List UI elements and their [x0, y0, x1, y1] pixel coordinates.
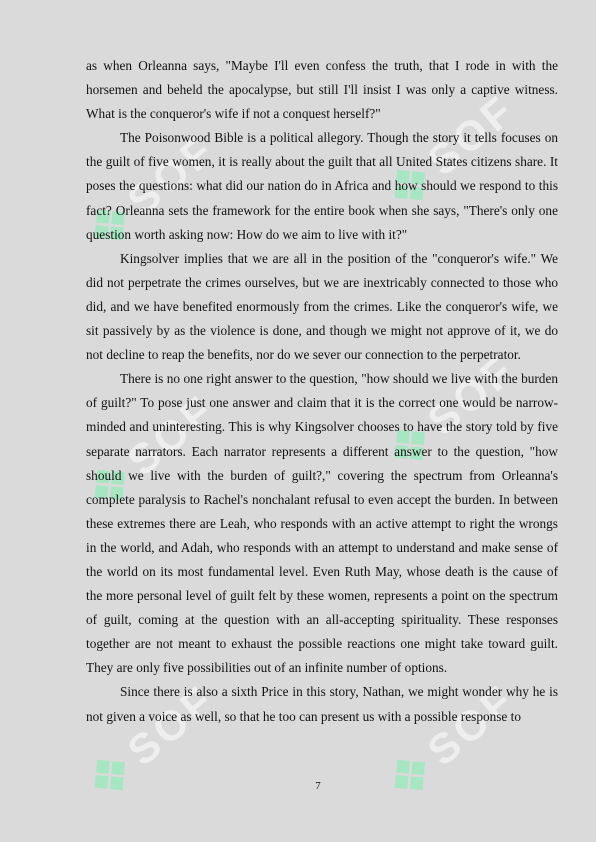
- watermark-text: SOF: [118, 384, 224, 485]
- body-text: [86, 54, 558, 729]
- watermark-icon: ❖: [373, 407, 449, 485]
- paragraph: The Poisonwood Bible is a political allegory. Though the story it tells focuses on the guilt of five women, it is really about the guilt that all United States citizens share. It poses the questions: what did our nation do in Africa and how should we respond to this fact? Orleanna sets the framework for the entire book when she says, "There's only one question worth asking now: How do we aim to live with it?": [86, 130, 558, 242]
- paragraph: Kingsolver implies that we are all in the position of the "conqueror's wife." We did not perpetrate the crimes ourselves, but we are inextricably connected to those who did, and we have benefited enormously from the crimes. Like the conqueror's wife, we sit passively by as the violence is done, and though we might not approve of it, we do not decline to reap the benefits, nor do we sever our connection to the perpetrator.: [86, 250, 558, 363]
- watermark-text: SOF: [418, 344, 524, 445]
- watermark-icon: ❖: [73, 737, 149, 815]
- watermark-text: SOF: [118, 124, 224, 225]
- paragraph: as when Orleanna says, "Maybe I'll even confess the truth, that I rode in with the horsemen and beheld the apocalypse, but still I'll insist I was only a captive witness. What is the conqueror's wife if not a conquest herself?": [86, 58, 558, 122]
- watermark-icon: ❖: [73, 187, 149, 265]
- paragraph: Since there is also a sixth Price in this story, Nathan, we might wonder why he is not given a voice as well, so that he too can present us with a possible response to: [86, 684, 558, 724]
- watermark-icon: ❖: [73, 447, 149, 525]
- watermark-icon: ❖: [373, 737, 449, 815]
- watermark-text: SOF: [418, 84, 524, 185]
- watermark-text: SOF: [118, 674, 224, 775]
- paragraph: There is no one right answer to the question, "how should we live with the burden of guilt?" To pose just one answer and claim that it is the correct one would be narrow-minded and uninteresting. This is why Kingsolver chooses to have the story told by five separate narrators. Each narrator represents a different answer to the question, "how should we live with the burden of guilt?," covering the spectrum from Orleanna's complete paralysis to Rachel's nonchalant refusal to even accept the burden. In between these extremes there are Leah, who responds with an active attempt to right the wrongs in the world, and Adah, who responds with an attempt to understand and make sense of the world on its most fundamental level. Even Ruth May, whose death is the cause of the more personal level of guilt felt by these women, represents a point on the spectrum of guilt, coming at the question with an all-accepting spirituality. These responses together are not meant to exhaust the possible reactions one might take toward guilt. They are only five possibilities out of an infinite number of options.: [86, 371, 558, 676]
- watermark-icon: ❖: [373, 147, 449, 225]
- watermark-text: SOF: [418, 674, 524, 775]
- page-number: 7: [315, 780, 321, 792]
